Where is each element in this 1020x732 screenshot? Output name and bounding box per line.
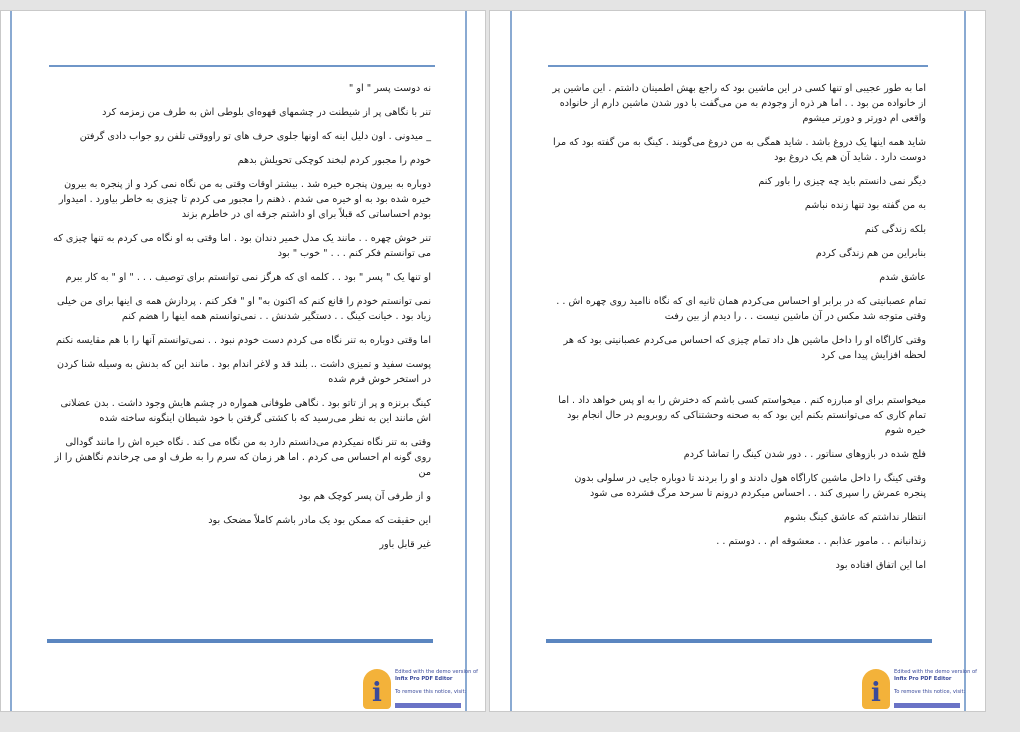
viewer-background [0, 716, 1020, 732]
paragraph: اما وقتی دوباره به تنر نگاه می کردم دست خودم نبود . . نمی‌توانستم آنها را با هم مقایسه نکنم [55, 335, 431, 346]
footer-rule [47, 639, 433, 643]
watermark-text: Edited with the demo version of Infix Pro PDF Editor To remove this notice, visit: [894, 669, 978, 695]
paragraph: وقتی به تنر نگاه نمیکردم می‌دانستم دارد به من نگاه می کند . نگاه خیره اش را مانند گودالی روی گونه ام احساس می کردم . اما هر زمان که سرم را به طرف او می چرخاندم نگاهش را از من [54, 437, 431, 478]
paragraph: اما به طور عجیبی او تنها کسی در این ماشین بود که راجع بهش اطمینان داشتم . این ماشین پر از خانواده من بود . . اما هر ذره از وجودم به من می‌گفت با دور شدن ماشین دارم از خانواده واقعی ام دورتر و دورتر میشوم [552, 83, 926, 124]
infix-watermark [363, 665, 483, 712]
paragraph: فلج شده در بازوهای سناتور . . دور شدن کینگ را تماشا کردم [683, 449, 926, 460]
paragraph: دیگر نمی دانستم باید چه چیزی را باور کنم [758, 176, 926, 187]
watermark-link-bar[interactable] [395, 703, 461, 708]
page-margin-line-right [465, 11, 467, 711]
infix-logo-icon: i [363, 669, 391, 709]
paragraph: تمام عصبانیتی که در برابر او احساس می‌کردم همان ثانیه ای که نگاه ناامید روی چهره اش . . وقتی متوجه شد مکس در آن ماشین نیست . . را دیدم از بین رفت [556, 296, 926, 322]
paragraph: این حقیقت که ممکن بود یک مادر باشم کاملاً مضحک بود [208, 515, 431, 526]
page-margin-line-right [964, 11, 966, 711]
pdf-page-right [489, 10, 986, 712]
paragraph: وقتی کینگ را داخل ماشین کاراگاه هول دادند و او را بردند تا دوباره جایی در سلولی بدون پنجره عمرش را سپری کند . . احساس میکردم درونم تا سرحد مرگ فشرده می شود [574, 473, 926, 499]
page-margin-line-left [510, 11, 512, 711]
paragraph: نه دوست پسر " او " [348, 83, 431, 94]
infix-logo-icon: i [862, 669, 890, 709]
paragraph: به من گفته بود تنها زنده نباشم [804, 200, 926, 211]
paragraph: نمی توانستم خودم را قانع کنم که اکنون به" او " فکر کنم . پردازش همه ی اینها برای من خیلی زیاد بود . خیانت کینگ . . دستگیر شدنش . . نمی‌توانستم همه اینها را هضم کنم [56, 296, 431, 322]
watermark-text: Edited with the demo version of Infix Pro PDF Editor To remove this notice, visit: [395, 669, 479, 695]
paragraph: او تنها یک " پسر " بود . . کلمه ای که هرگز نمی توانستم برای توصیف . . . " او " به کار ببرم [65, 272, 431, 283]
paragraph: پوست سفید و تمیزی داشت .. بلند قد و لاغر اندام بود . مانند این که بدنش به وسیله شنا کردن در استخر خوش فرم شده [56, 359, 431, 385]
paragraph-spacer [550, 372, 926, 384]
paragraph: میخواستم برای او مبارزه کنم . میخواستم کسی باشم که دخترش را به او پس خواهد داد . اما تمام کاری که می‌توانستم بکنم این بود که به صحنه وحشتناکی که روبرویم در حال انجام بود خیره شوم [558, 395, 926, 436]
header-rule [49, 65, 435, 67]
paragraph: خودم را مجبور کردم لبخند کوچکی تحویلش بدهم [237, 155, 431, 166]
paragraph: وقتی کاراگاه او را داخل ماشین هل داد تمام چیزی که احساس می‌کردم عصبانیتی بود که هر لحظه افزایش پیدا می کرد [563, 335, 926, 361]
paragraph: بنابراین من هم زندگی کردم [815, 248, 926, 259]
paragraph: غیر قابل باور [379, 539, 431, 550]
paragraph: عاشق شدم [879, 272, 926, 283]
paragraph: و از طرفی آن پسر کوچک هم بود [298, 491, 431, 502]
paragraph: کینگ برنزه و پر از تاتو بود . نگاهی طوفانی همواره در چشم هایش وجود داشت . بدن عضلانی اش مانند این به نظر می‌رسید که با کشتی گرفتن با خود شیطان اینگونه ساخته شده [60, 398, 431, 424]
paragraph: دوباره به بیرون پنجره خیره شد . بیشتر اوقات وقتی به من نگاه نمی کرد و از پنجره به بیرون خیره شده بود به او خیره می شدم . ذهنم را مجبور می کردم تا چیزی به خاطر بیاورد . امیدوار بودم احساساتی که قبلاً برای او داشتم جرقه ای در خاطرم بزند [58, 179, 431, 220]
paragraph: تنر خوش چهره . . مانند یک مدل خمیر دندان بود . اما وقتی به او نگاه می کردم به تنها چیزی که می توانستم فکر کنم . . . " خوب " بود [53, 233, 431, 259]
page-text [49, 81, 431, 561]
watermark-link-bar[interactable] [894, 703, 960, 708]
page-text [550, 81, 926, 582]
header-rule [548, 65, 928, 67]
paragraph: انتظار نداشتم که عاشق کینگ بشوم [783, 512, 926, 523]
paragraph: تنر با نگاهی پر از شیطنت در چشمهای قهوه‌ای بلوطی اش به طرف من زمزمه کرد [102, 107, 431, 118]
pdf-page-left [0, 10, 486, 712]
infix-watermark [862, 665, 982, 712]
paragraph: اما این اتفاق افتاده بود [835, 560, 926, 571]
page-margin-line-left [10, 11, 12, 711]
paragraph: شاید همه اینها یک دروغ باشد . شاید همگی به من دروغ می‌گویند . کینگ به من گفته بود که مرا دوست دارد . شاید آن هم یک دروغ بود [553, 137, 926, 163]
paragraph: _ میدونی . اون دلیل اینه که اونها جلوی حرف های تو راووقتی تلفن رو جواب دادی گرفتن [79, 131, 431, 142]
paragraph: زندانبانم . . مامور عذابم . . معشوقه ام . . دوستم . . [716, 536, 926, 547]
footer-rule [546, 639, 932, 643]
paragraph: بلکه زندگی کنم [864, 224, 926, 235]
